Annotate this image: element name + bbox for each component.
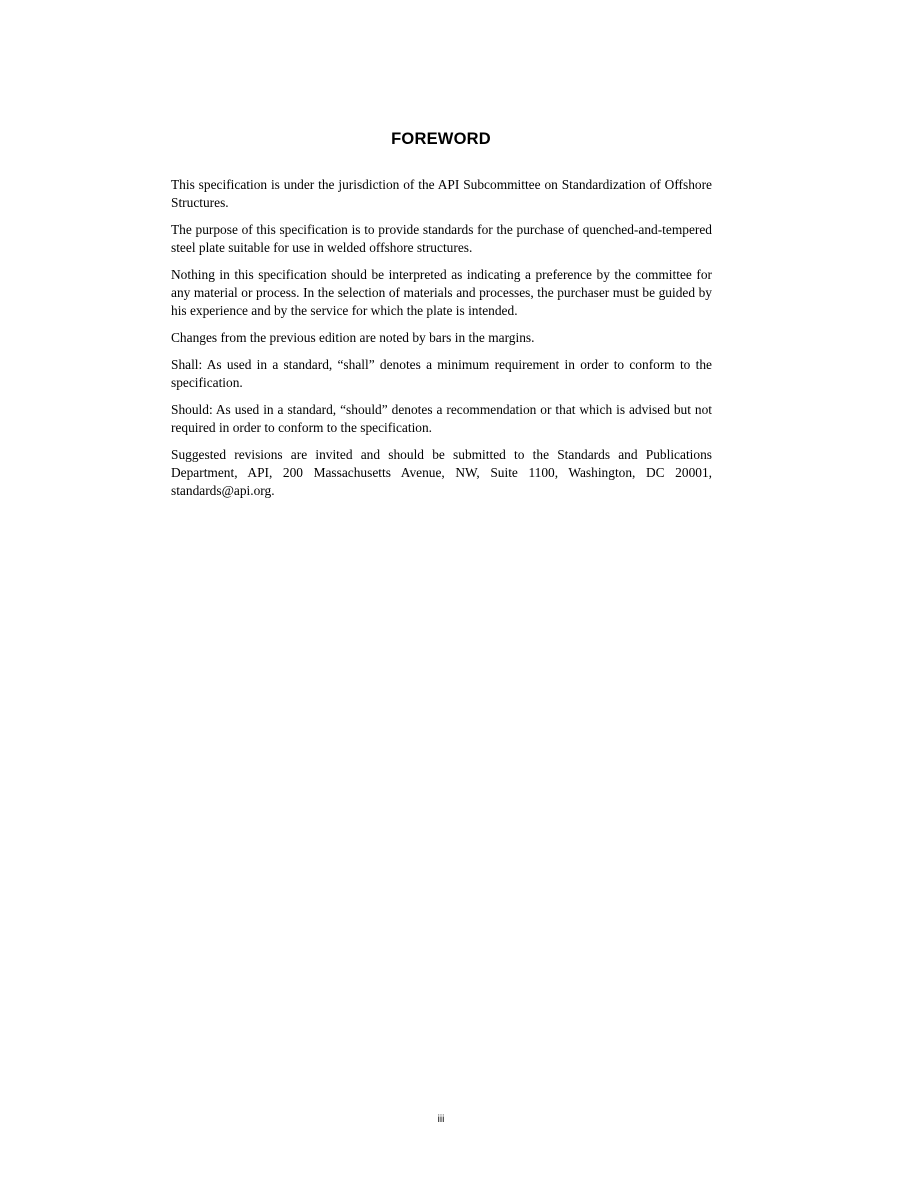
- page-title: FOREWORD: [391, 130, 491, 148]
- paragraph-jurisdiction: This specification is under the jurisdiction of the API Subcommittee on Standardization of Offshore Structures.: [171, 177, 712, 210]
- foreword-body: [171, 176, 712, 509]
- paragraph-no-preference: Nothing in this specification should be interpreted as indicating a preference by the committee for any material or process. In the selection of materials and processes, the purchaser must be guided by his experience and by the service for which the plate is intended.: [171, 267, 712, 318]
- paragraph-revisions: Suggested revisions are invited and should be submitted to the Standards and Publications Department, API, 200 Massachusetts Avenue, NW, Suite 1100, Washington, DC 20001, standards@api.org.: [171, 447, 712, 498]
- paragraph-purpose: The purpose of this specification is to provide standards for the purchase of quenched-and-tempered steel plate suitable for use in welded offshore structures.: [171, 222, 712, 255]
- paragraph-changes: Changes from the previous edition are noted by bars in the margins.: [171, 330, 535, 345]
- paragraph-shall: Shall: As used in a standard, “shall” denotes a minimum requirement in order to conform to the specification.: [171, 357, 712, 390]
- page-number: iii: [437, 1114, 445, 1125]
- paragraph-should: Should: As used in a standard, “should” denotes a recommendation or that which is advised but not required in order to conform to the specification.: [171, 402, 712, 435]
